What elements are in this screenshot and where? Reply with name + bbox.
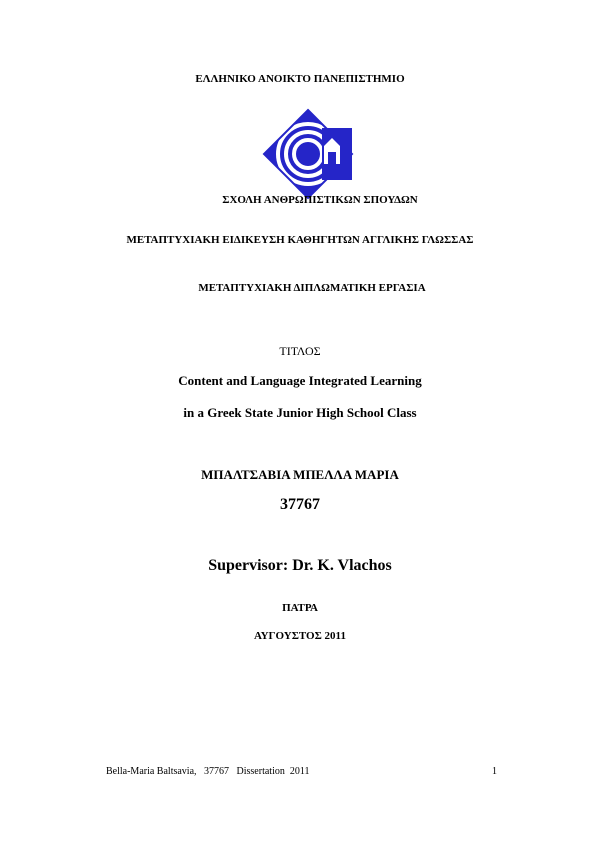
date: ΑΥΓΟΥΣΤΟΣ 2011 <box>254 630 346 642</box>
author-name: ΜΠΑΛΤΣΑΒΙΑ ΜΠΕΛΛΑ ΜΑΡΙΑ <box>201 467 399 482</box>
student-id: 37767 <box>280 496 320 513</box>
university-name: ΕΛΛΗΝΙΚΟ ΑΝΟΙΚΤΟ ΠΑΝΕΠΙΣΤΗΜΙΟ <box>195 73 405 85</box>
school-name: ΣΧΟΛΗ ΑΝΘΡΩΠΙΣΤΙΚΩΝ ΣΠΟΥΔΩΝ <box>222 194 418 206</box>
title-line-1: Content and Language Integrated Learning <box>178 373 422 388</box>
university-logo-icon <box>262 108 354 200</box>
title-line-2: in a Greek State Junior High School Class <box>183 405 417 420</box>
footer-text: Bella-Maria Baltsavia, 37767 Dissertation 2011 <box>106 766 310 777</box>
supervisor: Supervisor: Dr. K. Vlachos <box>208 557 392 574</box>
page-number: 1 <box>492 766 497 777</box>
document-type: ΜΕΤΑΠΤΥΧΙΑΚΗ ΔΙΠΛΩΜΑΤΙΚΗ ΕΡΓΑΣΙΑ <box>198 282 426 294</box>
specialization: ΜΕΤΑΠΤΥΧΙΑΚΗ ΕΙΔΙΚΕΥΣΗ ΚΑΘΗΓΗΤΩΝ ΑΓΓΛΙΚΗΣ ΓΛΩΣΣΑΣ <box>126 234 474 246</box>
city: ΠΑΤΡΑ <box>282 602 318 614</box>
title-label: ΤΙΤΛΟΣ <box>279 344 321 358</box>
